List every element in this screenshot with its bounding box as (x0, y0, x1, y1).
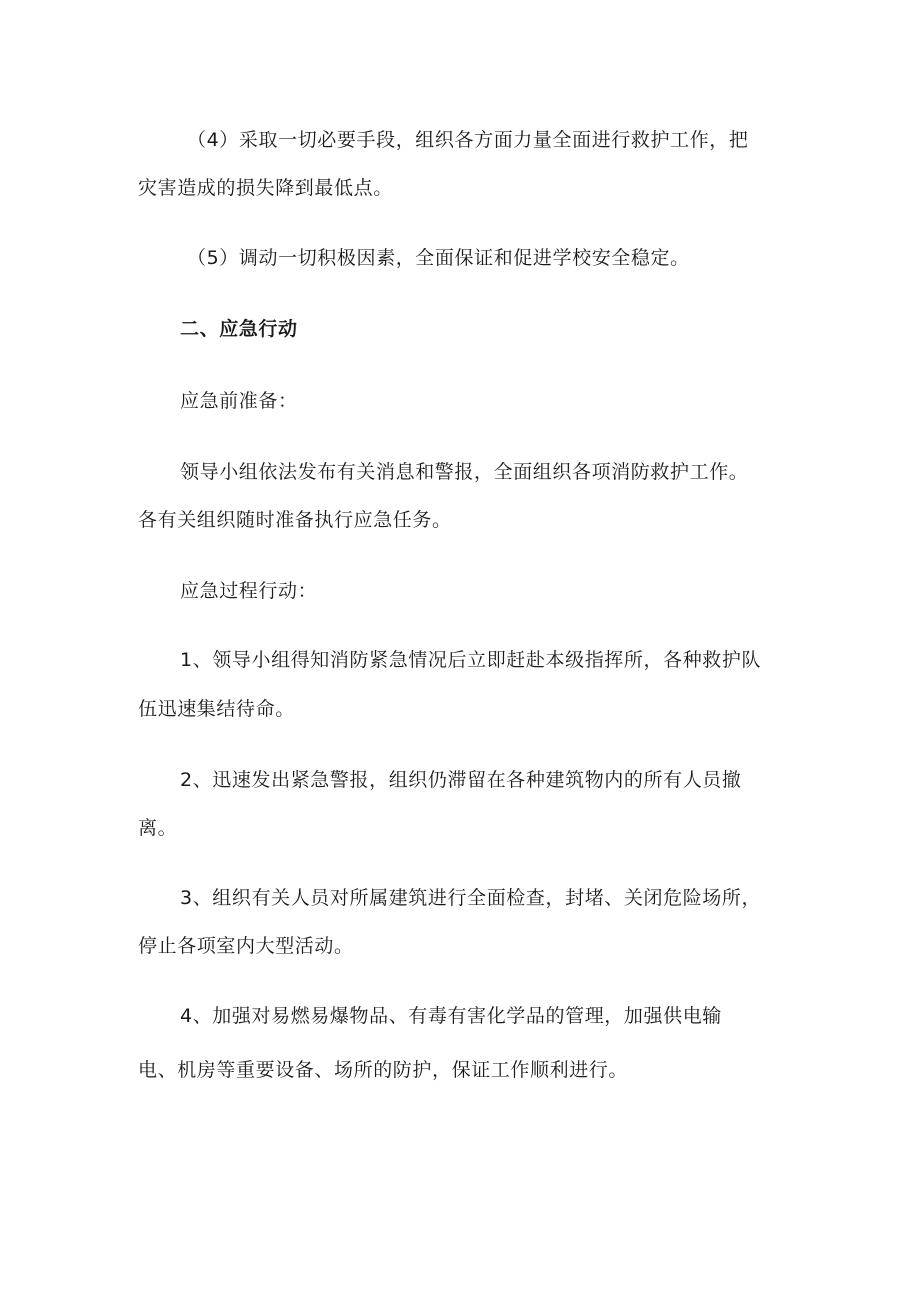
item-1-line-2: 伍迅速集结待命。 (138, 698, 295, 720)
item-2-line-2: 离。 (138, 817, 178, 839)
paragraph-4-line-2: 灾害造成的损失降到最低点。 (138, 177, 393, 199)
paragraph-5: （5）调动一切积极因素，全面保证和促进学校安全稳定。 (187, 247, 690, 269)
item-1-line-1: 1、领导小组得知消防紧急情况后立即赶赴本级指挥所，各种救护队 (180, 649, 762, 671)
item-3-line-2: 停止各项室内大型活动。 (138, 935, 354, 957)
prep-title: 应急前准备： (180, 390, 298, 412)
paragraph-4-line-1: （4）采取一切必要手段，组织各方面力量全面进行救护工作，把 (187, 129, 749, 151)
prep-paragraph-line-1: 领导小组依法发布有关消息和警报，全面组织各项消防救护工作。 (180, 461, 749, 483)
process-title: 应急过程行动： (180, 580, 318, 602)
item-4-line-2: 电、机房等重要设备、场所的防护，保证工作顺利进行。 (138, 1059, 629, 1081)
item-4-line-1: 4、加强对易燃易爆物品、有毒有害化学品的管理，加强供电输 (180, 1005, 722, 1027)
prep-paragraph-line-2: 各有关组织随时准备执行应急任务。 (138, 509, 452, 531)
section-heading: 二、应急行动 (180, 318, 298, 340)
item-2-line-1: 2、迅速发出紧急警报，组织仍滞留在各种建筑物内的所有人员撤 (180, 769, 742, 791)
item-3-line-1: 3、组织有关人员对所属建筑进行全面检查，封堵、关闭危险场所， (180, 887, 762, 909)
